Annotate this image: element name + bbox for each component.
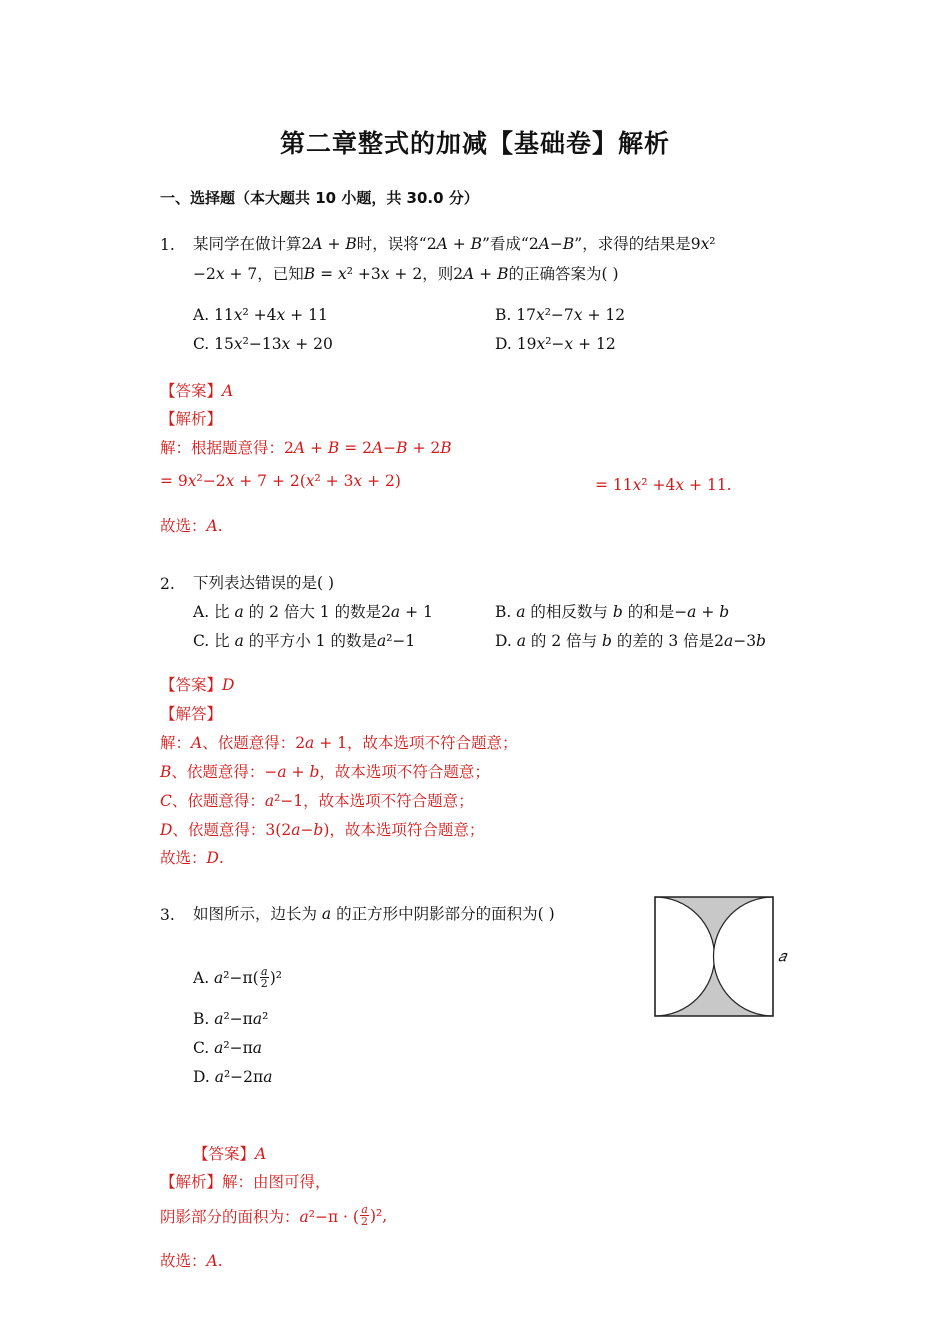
q1-number: 1.: [160, 236, 175, 254]
q2-option-b: B. 𝑎 的相反数与 𝑏 的和是−𝑎 + 𝑏: [495, 603, 730, 621]
q1-text-line1: 某同学在做计算2𝐴 + 𝐵时，误将“2𝐴 + 𝐵”看成“2𝐴−𝐵”，求得的结果是9𝑥²: [193, 235, 716, 253]
q3-option-d: D. 𝑎²−2π𝑎: [193, 1068, 273, 1086]
q1-solution-line2: = 9𝑥²−2𝑥 + 7 + 2(𝑥² + 3𝑥 + 2): [160, 472, 401, 490]
q1-option-c: C. 15𝑥²−13𝑥 + 20: [193, 335, 333, 353]
q1-answer: 【答案】𝐴: [160, 382, 234, 400]
q2-option-c: C. 比 𝑎 的平方小 1 的数是𝑎²−1: [193, 632, 416, 650]
q1-option-b: B. 17𝑥²−7𝑥 + 12: [495, 306, 626, 324]
q3-text: 如图所示，边长为 𝑎 的正方形中阴影部分的面积为( ): [193, 905, 555, 923]
q1-analysis-label: 【解析】: [160, 410, 223, 428]
q1-solution-line3: = 11𝑥² +4𝑥 + 11.: [595, 476, 732, 494]
q2-solution-d: 𝐷、依题意得：3(2𝑎−𝑏)，故本选项符合题意；: [160, 821, 485, 839]
section-heading: 一、选择题（本大题共 10 小题，共 30.0 分）: [160, 189, 479, 207]
q3-solution: [160, 1204, 387, 1227]
q3-option-a: [193, 966, 282, 989]
q1-solution-line1: 解：根据题意得：2𝐴 + 𝐵 = 2𝐴−𝐵 + 2𝐵: [160, 439, 452, 457]
q3-number: 3.: [160, 906, 175, 924]
q1-text-line2: −2𝑥 + 7，已知𝐵 = 𝑥² +3𝑥 + 2，则2𝐴 + 𝐵的正确答案为( ): [193, 265, 619, 283]
q3-solution-suffix: )²,: [369, 1206, 388, 1225]
fraction-numerator: 𝑎: [361, 1203, 368, 1216]
square-figure: [654, 896, 774, 1018]
q3-answer: 【答案】𝐴: [193, 1145, 267, 1163]
q2-text: 下列表达错误的是( ): [193, 574, 335, 592]
fraction-denominator: 2: [260, 977, 268, 990]
q3-solution-prefix: 阴影部分的面积为：𝑎²−π · (: [160, 1207, 359, 1226]
q2-analysis-label: 【解答】: [160, 705, 223, 723]
q3-option-a-prefix: A. 𝑎²−π(: [193, 968, 259, 987]
fraction-denominator: 2: [360, 1215, 368, 1228]
q1-option-d: D. 19𝑥²−𝑥 + 12: [495, 335, 616, 353]
q2-solution-c: 𝐶、依题意得：𝑎²−1，故本选项不符合题意；: [160, 792, 474, 810]
page-title: 第二章整式的加减【基础卷】解析: [279, 129, 670, 158]
q2-solution-a: 解：𝐴、依题意得：2𝑎 + 1，故本选项不符合题意；: [160, 734, 518, 752]
q2-answer: 【答案】𝐷: [160, 676, 235, 694]
q3-choose: 故选：𝐴.: [160, 1252, 223, 1270]
q3-analysis: 【解析】解：由图可得，: [160, 1173, 331, 1191]
q3-option-b: B. 𝑎²−π𝑎²: [193, 1010, 269, 1028]
q2-number: 2.: [160, 575, 175, 593]
q3-option-a-fraction: [260, 966, 269, 989]
q2-solution-b: 𝐵、依题意得：−𝑎 + 𝑏，故本选项不符合题意；: [160, 763, 490, 781]
q2-choose: 故选：𝐷.: [160, 849, 224, 867]
q3-solution-fraction: [360, 1204, 369, 1227]
fraction-numerator: 𝑎: [260, 965, 268, 978]
q1-option-a: A. 11𝑥² +4𝑥 + 11: [193, 306, 328, 324]
q2-option-a: A. 比 𝑎 的 2 倍大 1 的数是2𝑎 + 1: [193, 603, 433, 621]
figure-side-label: 𝑎: [778, 947, 787, 965]
q3-option-c: C. 𝑎²−π𝑎: [193, 1039, 263, 1057]
q3-option-a-suffix: )²: [269, 968, 282, 987]
q2-option-d: D. 𝑎 的 2 倍与 𝑏 的差的 3 倍是2𝑎−3𝑏: [495, 632, 766, 650]
q1-choose: 故选：𝐴.: [160, 517, 223, 535]
